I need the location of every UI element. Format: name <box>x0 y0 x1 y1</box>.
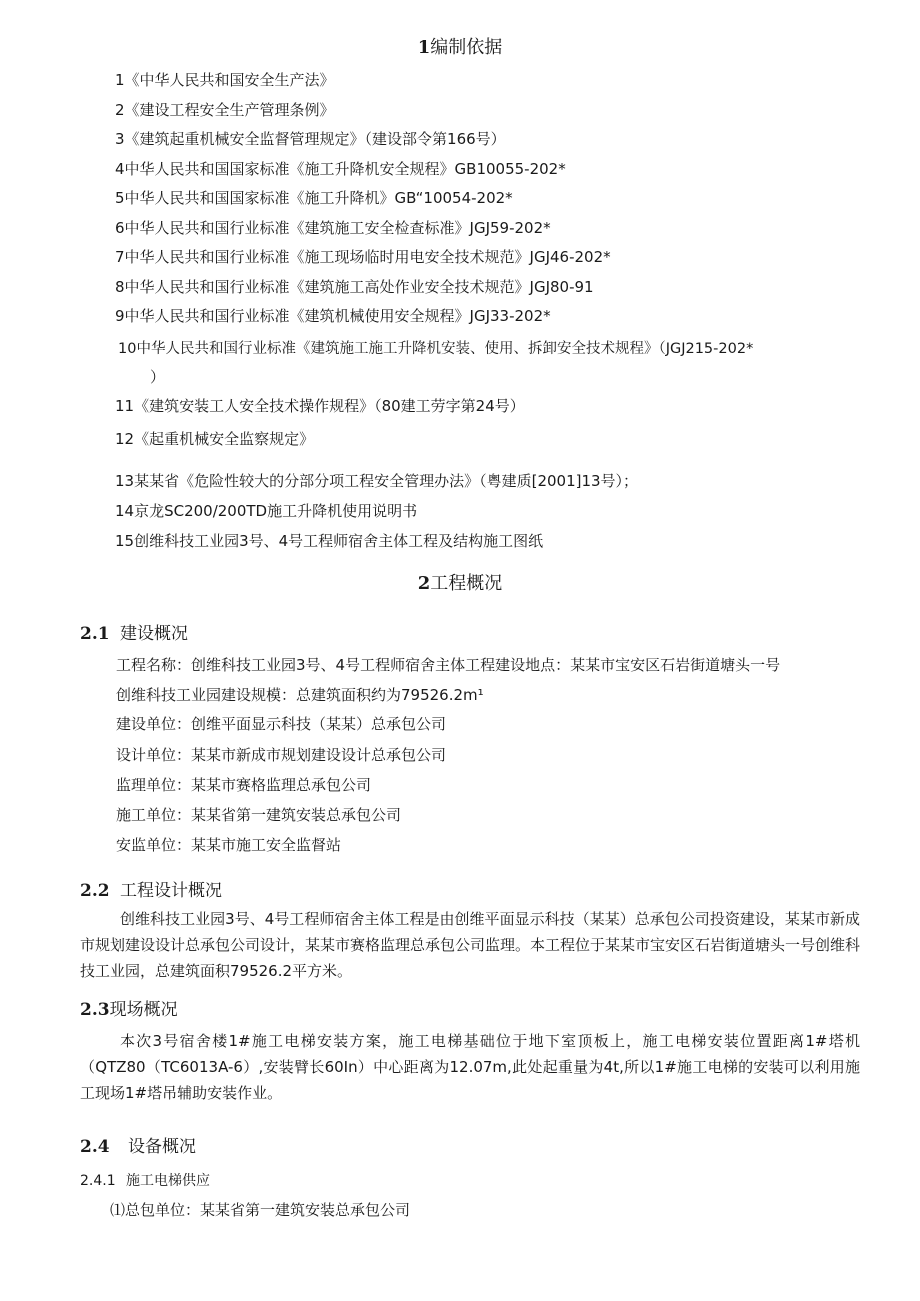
subsection-title: 建设概况 <box>120 624 188 644</box>
list-item: 14京龙SC200/200TD施工升降机使用说明书 <box>115 502 418 520</box>
list-item-continuation: ） <box>150 368 166 386</box>
info-line: 安监单位：某某市施工安全监督站 <box>116 836 342 854</box>
list-item: 8中华人民共和国行业标准《建筑施工高处作业安全技术规范》JGJ80-91 <box>115 278 594 296</box>
list-item: 11《建筑安装工人安全技术操作规程》（80建工劳字第24号） <box>115 397 525 415</box>
list-item: 15创维科技工业园3号、4号工程师宿舍主体工程及结构施工图纸 <box>115 532 544 550</box>
list-item: 13某某省《危险性较大的分部分项工程安全管理办法》（粤建质[2001]13号）； <box>115 472 639 490</box>
list-item: 10中华人民共和国行业标准《建筑施工施工升降机安装、使用、拆卸安全技术规程》（JGJ215-202* <box>118 341 754 357</box>
subsection-2-4-heading <box>80 1132 196 1157</box>
list-item: 1《中华人民共和国安全生产法》 <box>115 71 335 89</box>
list-item: 9中华人民共和国行业标准《建筑机械使用安全规程》JGJ33-202* <box>115 307 551 325</box>
list-item: 5中华人民共和国国家标准《施工升降机》GB“10054-202* <box>115 189 513 207</box>
info-line: 施工单位：某某省第一建筑安装总承包公司 <box>116 806 402 824</box>
subsection-2-3-heading <box>80 995 178 1020</box>
list-item: 4中华人民共和国国家标准《施工升降机安全规程》GB10055-202* <box>115 160 566 178</box>
subsection-2-1-heading <box>80 619 188 644</box>
subsection-title: 工程设计概况 <box>120 881 222 901</box>
info-line: 创维科技工业园建设规模：总建筑面积约为79526.2m¹ <box>116 686 484 704</box>
subsection-number: 2.4.1 <box>80 1173 116 1189</box>
subsection-number: 2.1 <box>80 624 110 644</box>
info-line: 监理单位：某某市赛格监理总承包公司 <box>116 776 372 794</box>
paragraph: 创维科技工业园3号、4号工程师宿舍主体工程是由创维平面显示科技（某某）总承包公司投资建设，某某市新成市规划建设设计总承包公司设计，某某市赛格监理总承包公司监理。本工程位于某某市宝安区石岩街道塘头一号创维科技工业园，总建筑面积79526.2平方米。 <box>80 910 861 980</box>
subsection-number: 2.4 <box>80 1137 110 1157</box>
subsection-title: 设备概况 <box>128 1137 196 1157</box>
subsection-2-4-1-heading <box>80 1170 210 1190</box>
paragraph: 本次3号宿舍楼1#施工电梯安装方案，施工电梯基础位于地下室顶板上，施工电梯安装位置距离1#塔机（QTZ80（TC6013A-6）,安装臂长60In）中心距离为12.07m,此处起重量为4t,所以1#施工电梯的安装可以利用施工现场1#塔吊辅助安装作业。 <box>80 1032 860 1102</box>
info-line: 设计单位：某某市新成市规划建设设计总承包公司 <box>116 746 447 764</box>
subsection-number: 2.3 <box>80 1000 110 1020</box>
info-line: 建设单位：创维平面显示科技（某某）总承包公司 <box>116 715 447 733</box>
section-number: 2 <box>417 573 431 594</box>
section-number: 1 <box>417 37 431 58</box>
subsection-title: 施工电梯供应 <box>126 1173 210 1189</box>
section-2-heading <box>0 569 920 595</box>
subsection-number: 2.2 <box>80 881 110 901</box>
section-title: 工程概况 <box>430 573 503 594</box>
subsection-title: 现场概况 <box>109 1000 178 1020</box>
list-item: 7中华人民共和国行业标准《施工现场临时用电安全技术规范》JGJ46-202* <box>115 248 611 266</box>
subsection-2-2-heading <box>80 876 222 901</box>
info-line: 工程名称：创维科技工业园3号、4号工程师宿舍主体工程建设地点：某某市宝安区石岩街道塘头一号 <box>116 656 781 674</box>
list-item: 6中华人民共和国行业标准《建筑施工安全检查标准》JGJ59-202* <box>115 219 551 237</box>
list-item: 12《起重机械安全监察规定》 <box>115 430 315 448</box>
section-title: 编制依据 <box>430 37 503 58</box>
list-item: ⑴总包单位：某某省第一建筑安装总承包公司 <box>110 1201 411 1219</box>
list-item: 2《建设工程安全生产管理条例》 <box>115 101 335 119</box>
list-item: 3《建筑起重机械安全监督管理规定》（建设部令第166号） <box>115 130 506 148</box>
section-1-heading <box>0 33 920 59</box>
